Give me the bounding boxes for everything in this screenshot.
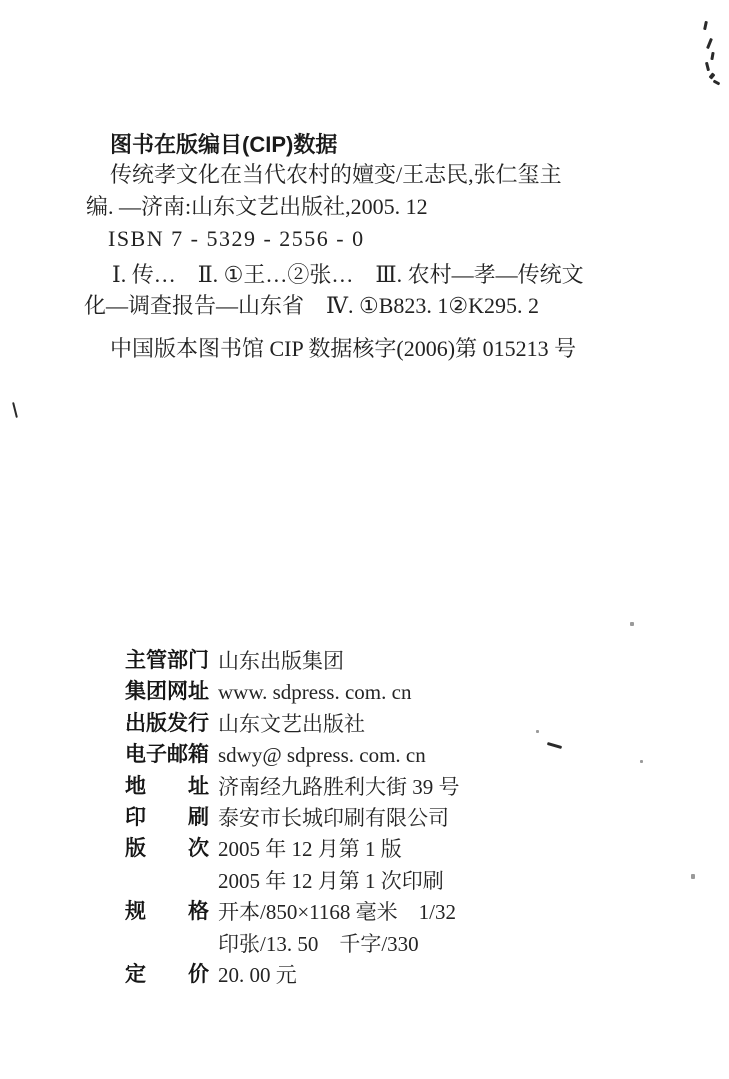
pub-info-value: www. sdpress. com. cn (218, 680, 412, 705)
pub-info-label: 出版发行 (125, 711, 209, 735)
scan-artifact (713, 80, 721, 86)
classification-line-2: 化—调查报告—山东省 Ⅳ. ①B823. 1②K295. 2 (84, 293, 539, 318)
table-row (125, 900, 645, 931)
table-row (125, 806, 645, 837)
pub-info-value: sdwy@ sdpress. com. cn (218, 743, 426, 768)
book-title-line-2: 编. —济南:山东文艺出版社,2005. 12 (86, 194, 428, 219)
table-row (125, 712, 645, 743)
pub-info-value: 2005 年 12 月第 1 版 (218, 837, 402, 862)
book-title-line-1: 传统孝文化在当代农村的嬗变/王志民,张仁玺主 (110, 162, 562, 187)
pub-info-value: 泰安市长城印刷有限公司 (218, 805, 449, 830)
pub-info-value: 山东出版集团 (218, 649, 344, 673)
pub-info-label: 定 价 (125, 962, 209, 986)
table-row (125, 743, 645, 774)
scan-artifact (630, 622, 634, 626)
table-row (125, 837, 645, 868)
scan-artifact (691, 874, 695, 879)
pub-info-value: 20. 00 元 (218, 962, 297, 987)
table-row (125, 775, 645, 806)
pub-info-value: 2005 年 12 月第 1 次印刷 (218, 868, 444, 893)
scan-artifact (710, 52, 714, 60)
publication-info-table (125, 649, 645, 994)
table-row (125, 649, 645, 680)
table-row (125, 869, 645, 900)
cip-heading: 图书在版编目(CIP)数据 (110, 132, 338, 157)
scan-artifact (706, 38, 713, 49)
pub-info-label: 主管部门 (125, 649, 209, 672)
table-row (125, 963, 645, 994)
pub-info-value: 开本/850×1168 毫米 1/32 (218, 900, 456, 925)
scan-artifact (705, 62, 710, 71)
classification-line-1: Ⅰ. 传… Ⅱ. ①王…②张… Ⅲ. 农村—孝—传统文 (112, 262, 584, 287)
cip-record-number: 中国版本图书馆 CIP 数据核字(2006)第 015213 号 (110, 336, 577, 361)
pub-info-label: 电子邮箱 (125, 743, 209, 767)
scan-artifact (12, 402, 18, 418)
scan-artifact (709, 72, 716, 79)
pub-info-label: 印 刷 (125, 805, 209, 829)
table-row (125, 932, 645, 963)
pub-info-value: 济南经九路胜利大街 39 号 (218, 774, 460, 799)
table-row (125, 680, 645, 711)
isbn-line: ISBN 7 - 5329 - 2556 - 0 (108, 226, 365, 251)
pub-info-label: 版 次 (125, 837, 209, 861)
pub-info-label: 集团网址 (125, 680, 209, 704)
pub-info-value: 印张/13. 50 千字/330 (218, 931, 419, 956)
pub-info-value: 山东文艺出版社 (218, 711, 365, 736)
pub-info-label: 地 址 (125, 774, 209, 798)
scan-artifact (640, 760, 643, 763)
pub-info-label: 规 格 (125, 900, 209, 924)
scan-artifact (536, 730, 539, 733)
scan-artifact (703, 21, 708, 30)
